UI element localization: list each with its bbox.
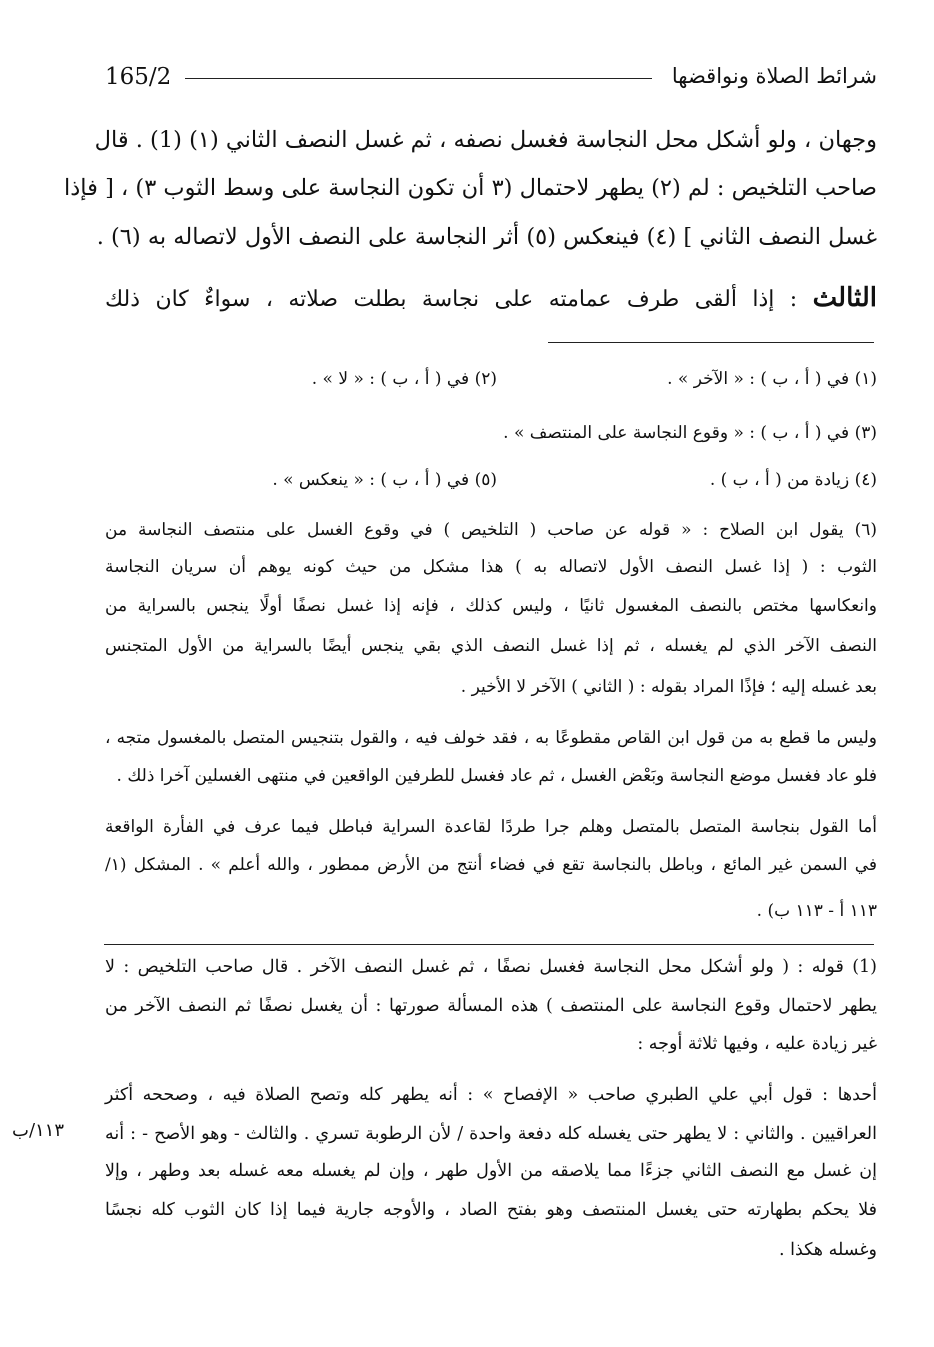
footnote-6-line: النصف الآخر الذي لم يغسله ، ثم إذا غسل النصف الذي بقي ينجس أيضًا بالسراية من الأول المتجنس <box>105 636 877 656</box>
footnote-5: (٥) في ( أ ، ب ) : « ينعكس » . <box>272 470 497 490</box>
page-number: 165/2 <box>105 64 172 90</box>
main-text-line: وجهان ، ولو أشكل محل النجاسة فغسل نصفه ، ثم غسل النصف الثاني (١) (1) . قال <box>94 127 877 153</box>
commentary-line: إن غسل مع النصف الثاني جزءًا مما يلاصقه من الأول طهر ، وإن لم يغسله معه غسله بعد وطهر ، وإلا <box>105 1161 877 1181</box>
footnote-4: (٤) زيادة من ( أ ، ب ) . <box>709 470 877 490</box>
footnote-6-line: وانعكاسها مختص بالنصف المغسول ثانيًا ، وليس كذلك ، فإنه إذا غسل نصفًا أولًا ينجس بالسراية من <box>105 596 877 616</box>
footnote-6-line: في السمن غير المائع ، وباطل بالنجاسة تقع في فضاء أنتج من الأرض ممطور ، والله أعلم » . المشكل (١/ <box>105 855 877 875</box>
header-rule <box>185 78 652 79</box>
footnote-6-line: بعد غسله إليه ؛ فإذًا المراد بقوله : ( الثاني ) الآخر لا الأخير . <box>460 677 877 697</box>
commentary-line: يطهر لاحتمال وقوع النجاسة على المنتصف ) هذه المسألة صورتها : أن يغسل نصفًا ثم النصف الآخر من <box>105 996 877 1016</box>
footnote-1: (١) في ( أ ، ب ) : « الآخر » . <box>667 369 877 389</box>
margin-folio-note: ١١٣/ب <box>12 1120 65 1141</box>
main-text-line: غسل النصف الثاني ] (٤) فينعكس (٥) أثر النجاسة على النصف الأول لاتصاله به (٦) . <box>96 224 877 250</box>
footnote-6-line: ١١٣ أ - ١١٣ ب) . <box>756 901 877 921</box>
footnote-6-line: أما القول بنجاسة المتصل بالمتصل وهلم جرا طردًا لقاعدة السراية فباطل فيما عرف في الفأرة الواقعة <box>105 817 877 837</box>
commentary-separator <box>104 944 874 945</box>
main-text-line: صاحب التلخيص : لم (٢) يطهر لاحتمال (٣ أن تكون النجاسة على وسط الثوب ٣) ، [ فإذا <box>64 175 877 201</box>
footnote-row <box>237 369 877 397</box>
footnote-6-line: وليس ما قطع به من قول ابن القاص مقطوعًا به ، فقد خولف فيه ، والقول بتنجيس المتصل بالمغسول متجه ، <box>105 728 877 748</box>
page-header <box>105 62 877 96</box>
footnote-row <box>237 470 877 498</box>
footnote-separator <box>548 342 874 343</box>
commentary-line: فلا يحكم بطهارته حتى يغسل المنتصف وهو بفتح الصاد ، والأوجه جارية فيما إذا كان الثوب كله نجسًا <box>105 1200 877 1220</box>
commentary-line: غير زيادة عليه ، وفيها ثلاثة أوجه : <box>637 1034 877 1054</box>
section-heading-line <box>105 283 877 313</box>
section-heading-word: الثالث <box>812 283 877 313</box>
commentary-line: أحدها : قول أبي علي الطبري صاحب « الإفصاح » : أنه يطهر كله وتصح الصلاة فيه ، وصححه أكثر <box>105 1085 877 1105</box>
commentary-line: وغسله هكذا . <box>778 1240 877 1260</box>
commentary-line: (1) قوله : ( ولو أشكل محل النجاسة فغسل نصفًا ، ثم غسل النصف الآخر . قال صاحب التلخيص : لا <box>105 957 877 977</box>
footnote-6-line: الثوب : ( إذا غسل النصف الأول لاتصاله به ) هذا مشكل من حيث كونه يوهم أن سريان النجاسة <box>105 557 877 577</box>
footnote-6-line: (٦) يقول ابن الصلاح : « قوله عن صاحب ( التلخيص ) في وقوع الغسل على منتصف النجاسة من <box>105 520 877 540</box>
running-title: شرائط الصلاة ونواقضها <box>671 64 877 88</box>
commentary-line: العراقيين . والثاني : لا يطهر حتى يغسله كله دفعة واحدة / لأن الرطوبة تسري . والثالث - وهو الأصح - : أنه <box>105 1124 877 1144</box>
footnote-2: (٢) في ( أ ، ب ) : « لا » . <box>311 369 497 389</box>
section-heading-text: : إذا ألقى طرف عمامته على نجاسة بطلت صلاته ، سواءٌ كان ذلك <box>105 287 798 312</box>
footnote-6-line: فلو عاد فغسل موضع النجاسة وبَعْض الغسل ، ثم عاد فغسل للطرفين الواقعين في منتهى الغسلين آخرا ذلك . <box>116 766 877 786</box>
footnote-3: (٣) في ( أ ، ب ) : « وقوع النجاسة على المنتصف » . <box>503 423 877 443</box>
